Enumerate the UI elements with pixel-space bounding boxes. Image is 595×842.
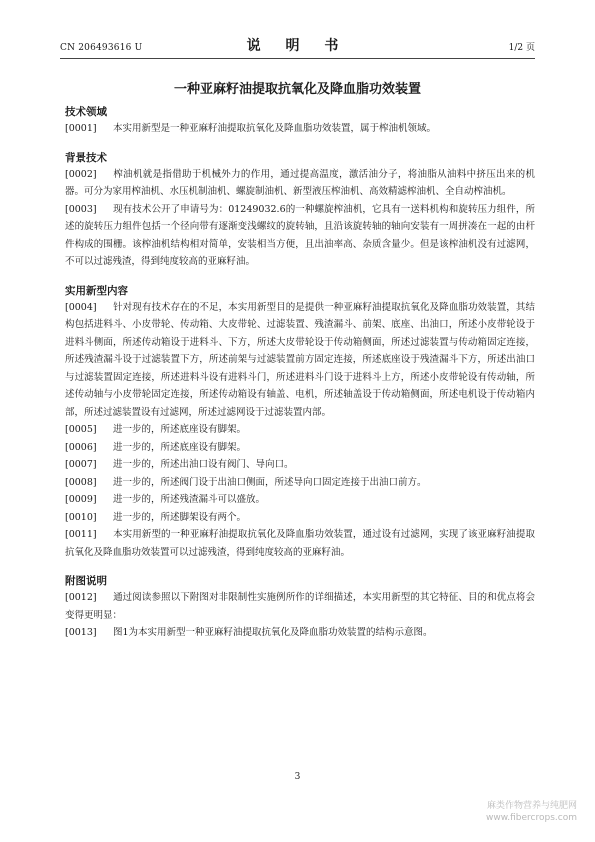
paragraph-0006 [65,439,535,457]
paragraph-number: [0013] [65,627,97,638]
paragraph-text: 进一步的，所述脚架设有两个。 [113,511,247,523]
paragraph-text: 本实用新型的一种亚麻籽油提取抗氧化及降血脂功效装置，通过设有过滤网，实现了该亚麻籽油提取抗氧化及降血脂功效装置可以过滤残渣，得到纯度较高的亚麻籽油。 [65,529,535,558]
watermark-line-2: www.fibercrops.com [486,813,577,823]
paragraph-0002 [65,166,535,201]
publication-number: CN 206493616 U [60,43,143,53]
paragraph-text: 图1为本实用新型一种亚麻籽油提取抗氧化及降血脂功效装置的结构示意图。 [113,627,433,638]
paragraph-number: [0003] [65,203,97,215]
paragraph-number: [0004] [65,301,97,313]
paragraph-0010 [65,509,535,527]
heading-figures: 附图说明 [65,575,107,587]
paragraph-text: 进一步的，所述底座设有脚架。 [113,424,247,435]
paragraph-0004 [65,299,535,422]
paragraph-text: 进一步的，所述出油口设有阀门、导向口。 [113,459,294,470]
paragraph-number: [0011] [65,529,97,540]
document-title: 一种亚麻籽油提取抗氧化及降血脂功效装置 [173,82,421,97]
document-body [65,104,535,642]
page-number: 3 [294,772,301,782]
paragraph-number: [0008] [65,476,97,488]
paragraph-number: [0005] [65,424,97,435]
paragraph-0013 [65,624,535,642]
paragraph-0012 [65,589,535,624]
paragraph-text: 通过阅读参照以下附图对非限制性实施例所作的详细描述，本实用新型的其它特征、目的和优点将会变得更明显： [65,592,535,621]
paragraph-number: [0010] [65,511,97,523]
paragraph-number: [0012] [65,592,97,603]
paragraph-0011 [65,526,535,561]
paragraph-text: 本实用新型是一种亚麻籽油提取抗氧化及降血脂功效装置，属于榨油机领域。 [113,123,437,134]
paragraph-text: 榨油机就是指借助于机械外力的作用，通过提高温度，激活油分子，将油脂从油料中挤压出来的机器。可分为家用榨油机、水压机制油机、螺旋制油机、新型液压榨油机、高效精滤榨油机、全自动榨油机。 [65,168,535,197]
paragraph-number: [0009] [65,494,97,505]
document-type: 说 明 书 [246,38,349,54]
paragraph-number: [0001] [65,123,97,134]
paragraph-0008 [65,474,535,492]
paragraph-text: 进一步的，所述底座设有脚架。 [113,441,247,453]
paragraph-number: [0006] [65,441,97,453]
paragraph-number: [0002] [65,168,97,180]
paragraph-0007 [65,456,535,474]
page-info: 1/2 页 [508,43,535,53]
watermark [486,800,577,824]
paragraph-text: 进一步的，所述阀门设于出油口侧面，所述导向口固定连接于出油口前方。 [113,476,427,488]
paragraph-0001 [65,120,535,138]
paragraph-0009 [65,491,535,509]
paragraph-number: [0007] [65,459,97,470]
paragraph-text: 针对现有技术存在的不足，本实用新型目的是提供一种亚麻籽油提取抗氧化及降血脂功效装置，其结构包括进料斗、小皮带轮、传动箱、大皮带轮、过滤装置、残渣漏斗、前架、底座、出油口，所述小皮带轮设于进料斗侧面，所述传动箱设于进料斗、下方，所述大皮带轮设于传动箱侧面，所述过滤装置与传动箱固定连接，所述残渣漏斗设于过滤装置下方，所述前架与过滤装置前方固定连接，所述底座设于残渣漏斗下方，所述出油口与过滤装置固定连接，所述进料斗设有进料斗门，所述进料斗门设于进料斗上方，所述小皮带轮设有传动轴，所述传动轴与小皮带轮固定连接，所述传动箱设有轴盖、电机，所述轴盖设于传动箱侧面，所述电机设于传动箱内部，所述过滤装置设有过滤网，所述过滤网设于过滤装置内部。 [65,301,535,418]
page-header [60,32,535,59]
heading-utility-model: 实用新型内容 [65,284,128,297]
heading-tech-field: 技术领域 [65,106,107,118]
heading-background: 背景技术 [65,151,107,164]
paragraph-text: 进一步的，所述残渣漏斗可以盛放。 [113,494,266,505]
paragraph-0003 [65,201,535,271]
paragraph-text: 现有技术公开了申请号为：01249032.6的一种螺旋榨油机，它具有一送料机构和旋转压力组件，所述的旋转压力组件包括一个径向带有逐渐变浅螺纹的旋转轴，且沿该旋转轴的轴向安装有一周拼凑在一起的由杆件构成的围栅。该榨油机结构相对简单，安装相当方便，且出油率高、杂质含量少。但是该榨油机没有过滤网，不可以过滤残渣，得到纯度较高的亚麻籽油。 [65,203,535,267]
watermark-line-1: 麻类作物营养与纯肥网 [486,801,577,811]
paragraph-0005 [65,421,535,439]
